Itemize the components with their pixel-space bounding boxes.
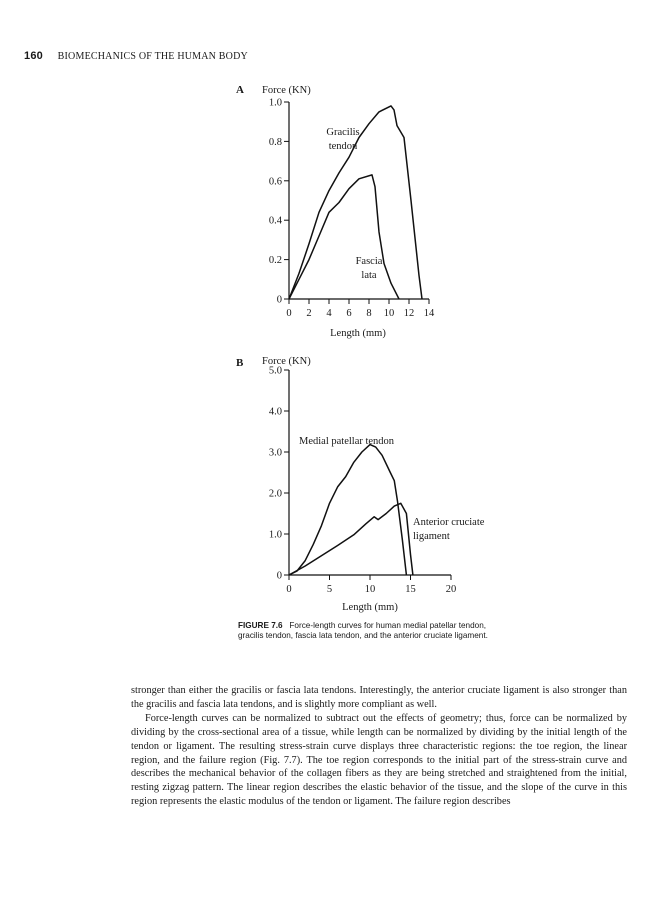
series-label-line: ligament	[413, 531, 450, 542]
series-label	[326, 127, 359, 152]
x-tick-label: 15	[405, 584, 416, 595]
y-tick-label: 0	[276, 570, 282, 582]
panel-label: A	[236, 84, 244, 96]
series-line	[289, 503, 413, 575]
x-tick-label: 5	[326, 584, 333, 595]
y-axis-title: Force (KN)	[262, 85, 311, 96]
series-label-line: tendon	[328, 141, 358, 152]
y-tick-label: 0	[276, 294, 282, 306]
series-label-line: Gracilis	[326, 127, 360, 138]
y-tick-label: 5.0	[268, 365, 282, 377]
x-tick-label: 12	[403, 308, 415, 319]
series-label-line: lata	[361, 270, 377, 281]
caption-text: Force-length curves for human medial patellar tendon, gracilis tendon, fascia lata tendon, and the anterior cruciate ligament.	[238, 621, 488, 641]
figure-caption	[238, 621, 506, 641]
x-tick-label: 2	[306, 308, 312, 319]
y-tick-label: 1.0	[268, 529, 282, 541]
y-tick-label: 0.8	[268, 136, 282, 148]
caption-number: FIGURE 7.6	[238, 621, 283, 630]
y-tick-label: 1.0	[268, 97, 282, 109]
paragraph: Force-length curves can be normalized to subtract out the effects of geometry; thus, force can be normalized by dividing by the cross-sectional area of a tissue, while length can be normalized by dividing by the initial length of the tendon or ligament. The resulting stress-strain curve displays three characteristic regions: the toe region, the linear region, and the failure region (Fig. 7.7). The toe region corresponds to the initial part of the stress-strain curve and describes the mechanical behavior of the collagen fibers as they are being stretched and straightened from the initial, resting zigzag pattern. The linear region describes the elastic behavior of the tissue, and the slope of the curve in this region represents the elastic modulus of the tendon or ligament. The failure region describes	[131, 712, 627, 808]
series-label-line: Medial patellar tendon	[299, 436, 395, 447]
x-tick-label: 4	[326, 308, 332, 319]
chart-panel-b	[236, 356, 485, 613]
series-label	[356, 256, 383, 281]
x-tick-label: 20	[445, 584, 457, 595]
x-tick-label: 8	[366, 308, 372, 319]
y-tick-label: 4.0	[268, 406, 282, 418]
x-tick-label: 10	[383, 308, 395, 319]
y-tick-label: 2.0	[268, 488, 282, 500]
x-tick-label: 0	[286, 308, 292, 319]
series-label-line: Anterior cruciate	[413, 517, 485, 528]
y-tick-label: 3.0	[268, 447, 282, 459]
y-tick-label: 0.6	[268, 176, 282, 188]
x-tick-label: 10	[364, 584, 376, 595]
body-text	[131, 684, 627, 809]
series-line	[289, 445, 406, 575]
series-label-line: Fascia	[355, 256, 383, 267]
y-axis-title: Force (KN)	[262, 356, 311, 367]
series-line	[289, 175, 399, 299]
series-label	[299, 436, 395, 447]
series-label	[413, 517, 485, 542]
y-tick-label: 0.4	[268, 215, 282, 227]
page-number: 160	[24, 50, 43, 62]
x-tick-label: 14	[423, 308, 435, 319]
x-axis-title: Length (mm)	[342, 602, 398, 613]
running-title: BIOMECHANICS OF THE HUMAN BODY	[57, 51, 248, 62]
chart-panel-a	[236, 84, 435, 339]
panel-label: B	[236, 357, 244, 369]
paragraph: stronger than either the gracilis or fascia lata tendons. Interestingly, the anterior cruciate ligament is also stronger than the gracilis and fascia lata tendons, and is slightly more compliant as well.	[131, 685, 627, 710]
x-tick-label: 6	[346, 308, 352, 319]
x-tick-label: 0	[286, 584, 292, 595]
x-axis-title: Length (mm)	[330, 328, 386, 339]
y-tick-label: 0.2	[268, 255, 282, 267]
